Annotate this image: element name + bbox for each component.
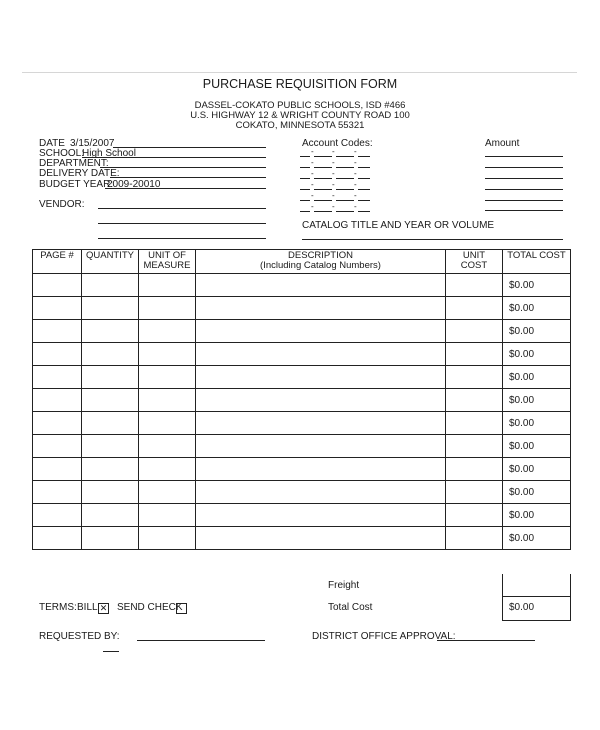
page-cell[interactable] [33, 389, 82, 412]
total-cost-cell: $0.00 [503, 297, 571, 320]
unit-measure-cell[interactable] [139, 320, 196, 343]
account-code-dash: - [354, 147, 357, 156]
catalog-label: CATALOG TITLE AND YEAR OR VOLUME [302, 220, 495, 231]
unit-cost-cell[interactable] [446, 412, 503, 435]
account-code-line[interactable] [300, 192, 370, 201]
unit-cost-cell[interactable] [446, 504, 503, 527]
page-cell[interactable] [33, 297, 82, 320]
date-field-line [113, 147, 266, 148]
school-value[interactable]: High School [82, 148, 136, 159]
vendor-line-3[interactable] [98, 238, 266, 239]
description-cell[interactable] [196, 412, 446, 435]
page-cell[interactable] [33, 343, 82, 366]
school-label: SCHOOL: [39, 148, 85, 159]
unit-measure-cell[interactable] [139, 389, 196, 412]
unit-measure-cell[interactable] [139, 412, 196, 435]
table-row [33, 412, 571, 435]
table-row [33, 366, 571, 389]
requested-by-label: REQUESTED BY: [39, 631, 120, 642]
amount-line-1[interactable] [485, 156, 563, 157]
col-header-total-cost: TOTAL COST [503, 250, 571, 274]
quantity-cell[interactable] [82, 297, 139, 320]
quantity-cell[interactable] [82, 504, 139, 527]
account-code-dash: - [311, 169, 314, 178]
account-code-line[interactable] [300, 159, 370, 168]
budget-year-value[interactable]: 2009-20010 [107, 179, 161, 190]
district-approval-line[interactable] [437, 640, 535, 641]
requested-by-short-line [103, 651, 119, 652]
description-cell[interactable] [196, 343, 446, 366]
unit-measure-cell[interactable] [139, 297, 196, 320]
total-cost-cell: $0.00 [503, 412, 571, 435]
top-rule [22, 72, 577, 73]
total-cost-cell: $0.00 [503, 320, 571, 343]
quantity-cell[interactable] [82, 320, 139, 343]
items-table [32, 249, 571, 550]
col-header-page: PAGE # [33, 250, 82, 274]
budget-year-label: BUDGET YEAR: [39, 179, 114, 190]
unit-measure-cell[interactable] [139, 366, 196, 389]
page-cell[interactable] [33, 435, 82, 458]
unit-cost-cell[interactable] [446, 366, 503, 389]
send-check-checkbox[interactable] [176, 603, 187, 614]
school-field-line [82, 157, 266, 158]
budget-year-field-line [105, 188, 266, 189]
terms-label: TERMS: [39, 602, 77, 613]
vendor-label: VENDOR: [39, 199, 85, 210]
account-code-line[interactable] [300, 203, 370, 212]
form-title: PURCHASE REQUISITION FORM [202, 77, 398, 91]
org-address: U.S. HIGHWAY 12 & WRIGHT COUNTY ROAD 100 [190, 110, 410, 121]
unit-cost-cell[interactable] [446, 297, 503, 320]
total-cost-value: $0.00 [509, 602, 535, 613]
unit-measure-cell[interactable] [139, 458, 196, 481]
amount-line-5[interactable] [485, 200, 563, 201]
quantity-cell[interactable] [82, 527, 139, 550]
quantity-cell[interactable] [82, 389, 139, 412]
unit-cost-cell[interactable] [446, 389, 503, 412]
table-row [33, 343, 571, 366]
description-cell[interactable] [196, 527, 446, 550]
description-cell[interactable] [196, 481, 446, 504]
unit-measure-cell[interactable] [139, 435, 196, 458]
table-row [33, 297, 571, 320]
description-cell[interactable] [196, 435, 446, 458]
description-cell[interactable] [196, 389, 446, 412]
amount-line-2[interactable] [485, 167, 563, 168]
page-cell[interactable] [33, 366, 82, 389]
table-header-row [33, 250, 571, 274]
total-cost-cell: $0.00 [503, 389, 571, 412]
total-cost-cell: $0.00 [503, 435, 571, 458]
quantity-cell[interactable] [82, 366, 139, 389]
amount-label: Amount [485, 138, 520, 149]
account-code-dash: - [311, 158, 314, 167]
quantity-cell[interactable] [82, 343, 139, 366]
unit-measure-cell[interactable] [139, 343, 196, 366]
catalog-field-line[interactable] [302, 239, 563, 240]
total-cost-cell: $0.00 [503, 481, 571, 504]
page-cell[interactable] [33, 274, 82, 297]
send-check-label: SEND CHECK [117, 602, 183, 613]
unit-cost-cell[interactable] [446, 343, 503, 366]
unit-measure-cell[interactable] [139, 527, 196, 550]
page-cell[interactable] [33, 504, 82, 527]
page-cell[interactable] [33, 481, 82, 504]
description-cell[interactable] [196, 274, 446, 297]
account-code-dash: - [354, 180, 357, 189]
page-cell[interactable] [33, 458, 82, 481]
account-code-dash: - [332, 202, 335, 211]
account-code-dash: - [311, 147, 314, 156]
total-cost-cell: $0.00 [503, 274, 571, 297]
table-row [33, 389, 571, 412]
total-cost-cell: $0.00 [503, 458, 571, 481]
account-code-dash: - [332, 191, 335, 200]
unit-cost-cell[interactable] [446, 320, 503, 343]
account-code-dash: - [311, 202, 314, 211]
total-cost-cell: $0.00 [503, 527, 571, 550]
total-cost-label: Total Cost [328, 602, 373, 613]
table-row [33, 458, 571, 481]
account-code-dash: - [332, 169, 335, 178]
account-code-dash: - [332, 180, 335, 189]
requested-by-line[interactable] [137, 640, 265, 641]
description-cell[interactable] [196, 504, 446, 527]
col-header-description: DESCRIPTION (Including Catalog Numbers) [196, 250, 446, 274]
account-code-dash: - [311, 191, 314, 200]
quantity-cell[interactable] [82, 481, 139, 504]
description-cell[interactable] [196, 320, 446, 343]
district-approval-label: DISTRICT OFFICE APPROVAL: [312, 631, 456, 642]
date-label: DATE [39, 138, 65, 149]
account-code-dash: - [332, 147, 335, 156]
account-code-dash: - [354, 169, 357, 178]
amount-line-3[interactable] [485, 178, 563, 179]
account-code-line[interactable] [300, 170, 370, 179]
account-code-dash: - [354, 202, 357, 211]
account-code-dash: - [354, 191, 357, 200]
page-cell[interactable] [33, 320, 82, 343]
description-cell[interactable] [196, 297, 446, 320]
account-code-line[interactable] [300, 148, 370, 157]
delivery-date-label: DELIVERY DATE: [39, 168, 120, 179]
vendor-line-2[interactable] [98, 223, 266, 224]
col-header-unit-cost: UNIT COST [446, 250, 503, 274]
total-cost-cell: $0.00 [503, 343, 571, 366]
quantity-cell[interactable] [82, 435, 139, 458]
table-row [33, 527, 571, 550]
page-cell[interactable] [33, 527, 82, 550]
table-row [33, 435, 571, 458]
vendor-line-1[interactable] [98, 208, 266, 209]
table-row [33, 274, 571, 297]
description-cell[interactable] [196, 458, 446, 481]
department-label: DEPARTMENT: [39, 158, 109, 169]
quantity-cell[interactable] [82, 412, 139, 435]
col-header-quantity: QUANTITY [82, 250, 139, 274]
account-codes-label: Account Codes: [302, 138, 373, 149]
unit-cost-cell[interactable] [446, 458, 503, 481]
total-cost-cell: $0.00 [503, 366, 571, 389]
unit-measure-cell[interactable] [139, 504, 196, 527]
freight-label: Freight [328, 580, 360, 591]
total-cost-cell: $0.00 [503, 504, 571, 527]
quantity-cell[interactable] [82, 458, 139, 481]
account-code-dash: - [332, 158, 335, 167]
org-name: DASSEL-COKATO PUBLIC SCHOOLS, ISD #466 [194, 100, 406, 111]
amount-line-4[interactable] [485, 189, 563, 190]
unit-measure-cell[interactable] [139, 274, 196, 297]
unit-measure-cell[interactable] [139, 481, 196, 504]
unit-cost-cell[interactable] [446, 481, 503, 504]
quantity-cell[interactable] [82, 274, 139, 297]
account-code-line[interactable] [300, 181, 370, 190]
unit-cost-cell[interactable] [446, 435, 503, 458]
org-city: COKATO, MINNESOTA 55321 [235, 120, 365, 131]
table-row [33, 481, 571, 504]
unit-cost-cell[interactable] [446, 527, 503, 550]
table-row [33, 320, 571, 343]
description-cell[interactable] [196, 366, 446, 389]
bill-checkbox[interactable]: ✕ [99, 603, 108, 613]
delivery-date-field-line[interactable] [110, 177, 266, 178]
unit-cost-cell[interactable] [446, 274, 503, 297]
account-code-dash: - [311, 180, 314, 189]
bill-label: BILL [77, 602, 98, 613]
col-header-unit-measure: UNIT OF MEASURE [139, 250, 196, 274]
page-cell[interactable] [33, 412, 82, 435]
account-code-dash: - [354, 158, 357, 167]
amount-line-6[interactable] [485, 210, 563, 211]
date-value[interactable]: 3/15/2007 [70, 138, 115, 149]
freight-box[interactable] [502, 574, 571, 597]
table-row [33, 504, 571, 527]
department-field-line[interactable] [100, 167, 266, 168]
